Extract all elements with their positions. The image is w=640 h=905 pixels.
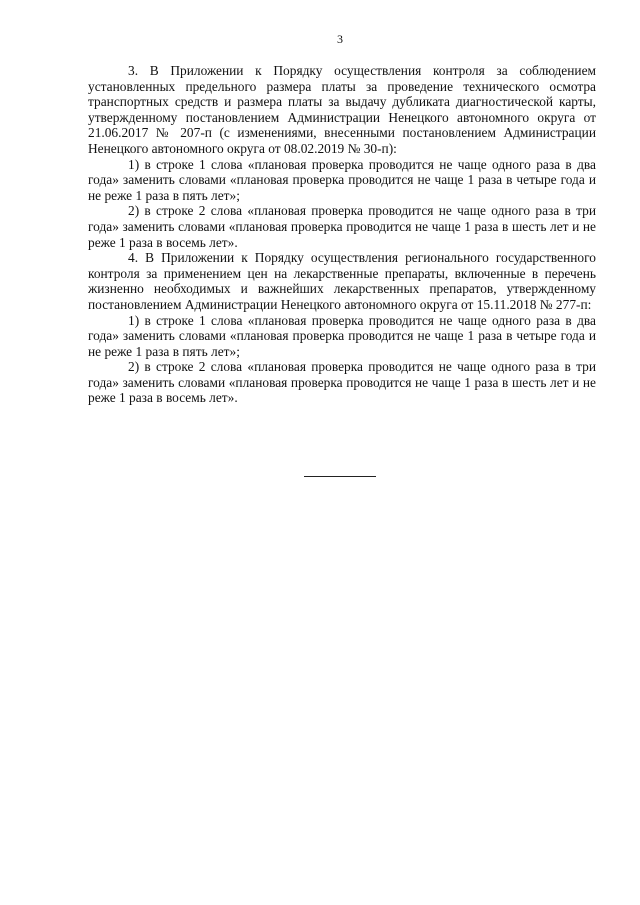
subparagraph-3-2: 2) в строке 2 слова «плановая проверка проводится не чаще одного раза в три года» заменить словами «плановая проверка проводится не чаще 1 раза в шесть лет и не реже 1 раза в восемь лет». xyxy=(88,203,596,250)
paragraph-item-4: 4. В Приложении к Порядку осуществления регионального государственного контроля за применением цен на лекарственные препараты, включенные в перечень жизненно необходимых и важнейших лекарственных препаратов, утвержденному постановлением Администрации Ненецкого автономного округа от 15.11.2018 № 277-п: xyxy=(88,250,596,312)
end-divider-line xyxy=(304,476,376,477)
page-number: 3 xyxy=(337,32,343,46)
document-body xyxy=(88,63,596,406)
subparagraph-4-1: 1) в строке 1 слова «плановая проверка проводится не чаще одного раза в два года» заменить словами «плановая проверка проводится не чаще 1 раза в четыре года и не реже 1 раза в пять лет»; xyxy=(88,312,596,359)
subparagraph-3-1: 1) в строке 1 слова «плановая проверка проводится не чаще одного раза в два года» заменить словами «плановая проверка проводится не чаще 1 раза в четыре года и не реже 1 раза в пять лет»; xyxy=(88,156,596,203)
subparagraph-4-2: 2) в строке 2 слова «плановая проверка проводится не чаще одного раза в три года» заменить словами «плановая проверка проводится не чаще 1 раза в шесть лет и не реже 1 раза в восемь лет». xyxy=(88,359,596,406)
paragraph-item-3: 3. В Приложении к Порядку осуществления контроля за соблюдением установленных предельного размера платы за проведение технического осмотра транспортных средств и размера платы за выдачу дубликата диагностической карты, утвержденному постановлением Администрации Ненецкого автономного округа от 21.06.2017 № 207-п (с изменениями, внесенными постановлением Администрации Ненецкого автономного округа от 08.02.2019 № 30-п): xyxy=(88,63,596,156)
